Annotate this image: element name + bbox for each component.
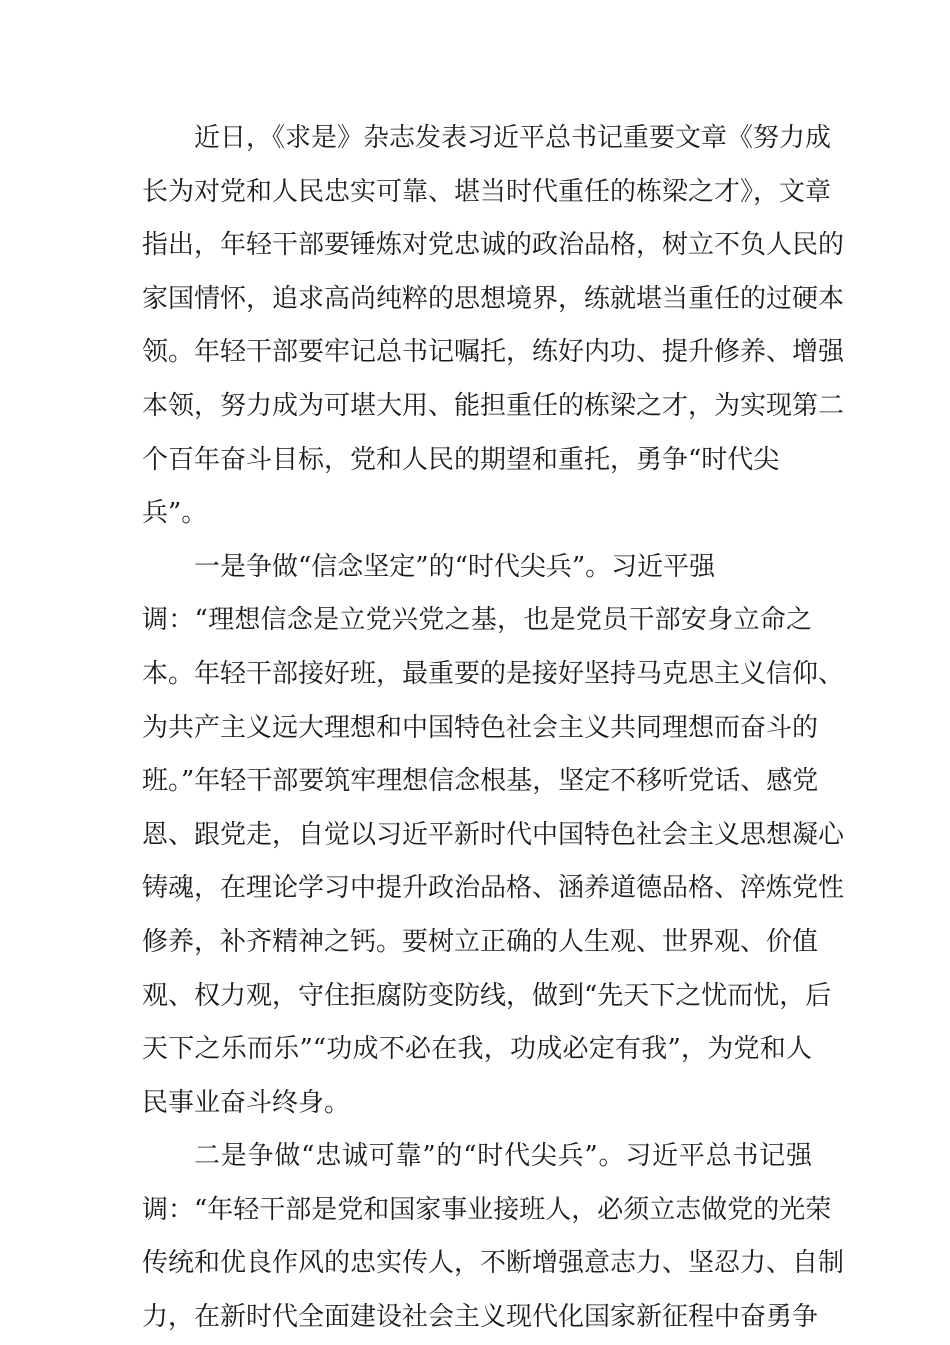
text-line: 调：“理想信念是立党兴党之基，也是党员干部安身立命之 xyxy=(142,605,812,636)
text-line: 个百年奋斗目标，党和人民的期望和重托，勇争“时代尖 xyxy=(142,444,780,475)
text-line: 一是争做“信念坚定”的“时代尖兵”。习近平强 xyxy=(194,551,716,582)
text-line: 近日，《求是》杂志发表习近平总书记重要文章《努力成 xyxy=(194,123,832,153)
text-line: 本领，努力成为可堪大用、能担重任的栋梁之才，为实现第二 xyxy=(142,390,845,421)
text-line: 领。年轻干部要牢记总书记嘱托，练好内功、提升修养、增强 xyxy=(142,337,845,368)
text-line: 修养，补齐精神之钙。要树立正确的人生观、世界观、价值 xyxy=(142,926,819,957)
text-line: 家国情怀，追求高尚纯粹的思想境界，练就堪当重任的过硬本 xyxy=(142,283,845,314)
text-line: 恩、跟党走，自觉以习近平新时代中国特色社会主义思想凝心 xyxy=(142,819,845,850)
text-line: 调：“年轻干部是党和国家事业接班人，必须立志做党的光荣 xyxy=(142,1194,832,1225)
text-line: 二是争做“忠诚可靠”的“时代尖兵”。习近平总书记强 xyxy=(194,1141,812,1172)
text-line: 铸魂，在理论学习中提升政治品格、涵养道德品格、淬炼党性 xyxy=(142,873,845,904)
text-line: 天下之乐而乐”“功成不必在我，功成必定有我”，为党和人 xyxy=(142,1034,812,1065)
text-line: 力，在新时代全面建设社会主义现代化国家新征程中奋勇争 xyxy=(142,1302,819,1333)
text-line: 传统和优良作风的忠实传人，不断增强意志力、坚忍力、自制 xyxy=(142,1248,845,1279)
text-line: 指出，年轻干部要锤炼对党忠诚的政治品格，树立不负人民的 xyxy=(142,230,845,261)
text-line: 班。”年轻干部要筑牢理想信念根基，坚定不移听党话、感党 xyxy=(142,766,819,797)
article-body xyxy=(142,112,845,1345)
text-line: 为共产主义远大理想和中国特色社会主义共同理想而奋斗的 xyxy=(142,712,819,743)
text-line: 兵”。 xyxy=(142,498,208,529)
text-line: 民事业奋斗终身。 xyxy=(142,1087,351,1118)
text-line: 观、权力观，守住拒腐防变防线，做到“先天下之忧而忧，后 xyxy=(142,980,832,1011)
text-line: 本。年轻干部接好班，最重要的是接好坚持马克思主义信仰、 xyxy=(142,658,845,689)
text-line: 长为对党和人民忠实可靠、堪当时代重任的栋梁之才》，文章 xyxy=(142,176,832,207)
